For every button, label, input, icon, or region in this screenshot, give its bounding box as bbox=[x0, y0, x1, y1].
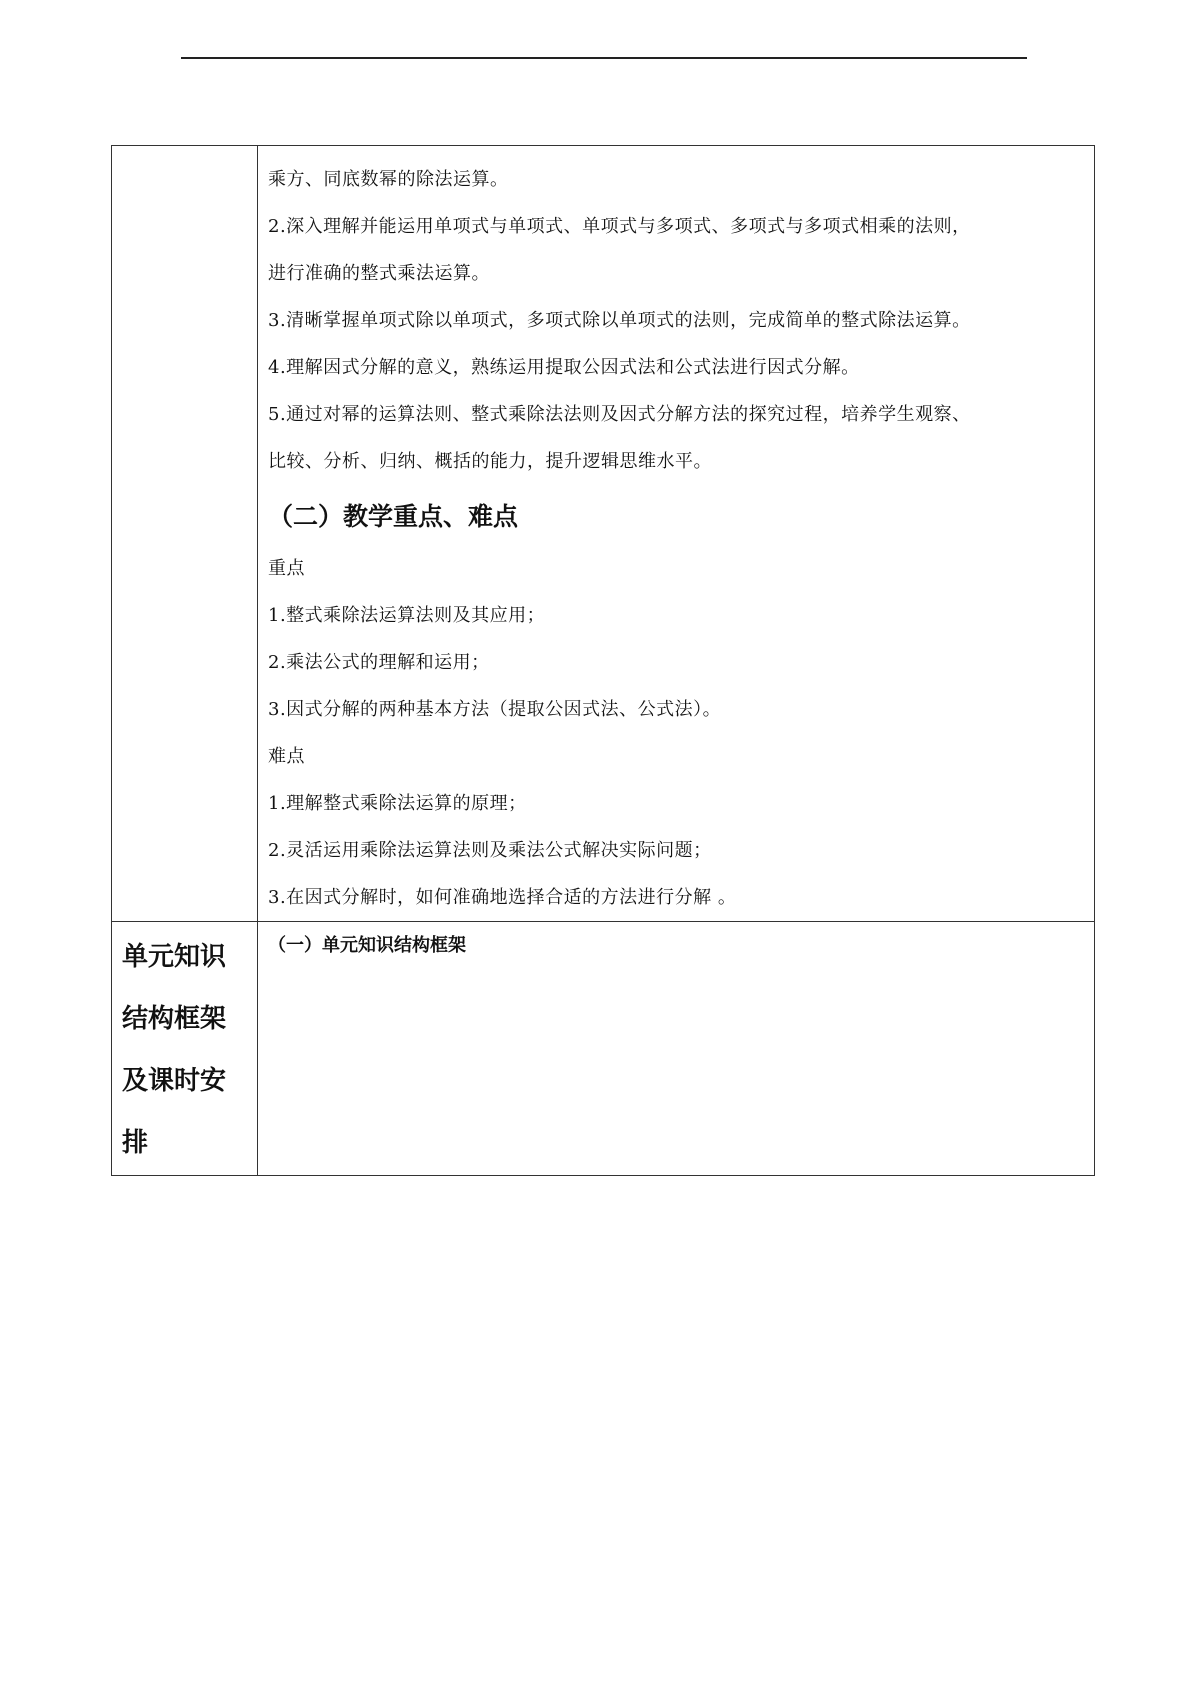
key-point-item: 3.因式分解的两种基本方法（提取公因式法、公式法）。 bbox=[268, 699, 722, 720]
row-label-line: 排 bbox=[122, 1128, 149, 1158]
difficult-point-item: 3.在因式分解时，如何准确地选择合适的方法进行分解 。 bbox=[268, 887, 737, 908]
label-cell-empty bbox=[112, 146, 258, 922]
difficult-point-item: 1.理解整式乘除法运算的原理； bbox=[268, 793, 527, 814]
objective-line: 比较、分析、归纳、概括的能力，提升逻辑思维水平。 bbox=[268, 451, 712, 472]
row-label-line: 结构框架 bbox=[122, 1004, 227, 1034]
key-points-label: 重点 bbox=[268, 558, 305, 579]
section-heading-key-points: （二）教学重点、难点 bbox=[268, 502, 519, 531]
structure-label-cell bbox=[112, 922, 258, 1176]
row-label-line: 及课时安 bbox=[122, 1066, 227, 1096]
objective-line: 4.理解因式分解的意义，熟练运用提取公因式法和公式法进行因式分解。 bbox=[268, 357, 860, 378]
structure-content-cell bbox=[258, 922, 1095, 1176]
objective-line: 3.清晰掌握单项式除以单项式，多项式除以单项式的法则，完成简单的整式除法运算。 bbox=[268, 310, 971, 331]
header-rule bbox=[181, 57, 1027, 59]
key-point-item: 1.整式乘除法运算法则及其应用； bbox=[268, 605, 546, 626]
objective-line: 5.通过对幂的运算法则、整式乘除法法则及因式分解方法的探究过程，培养学生观察、 bbox=[268, 404, 971, 425]
objective-line: 2.深入理解并能运用单项式与单项式、单项式与多项式、多项式与多项式相乘的法则， bbox=[268, 216, 971, 237]
objective-line: 乘方、同底数幂的除法运算。 bbox=[268, 169, 509, 190]
key-point-item: 2.乘法公式的理解和运用； bbox=[268, 652, 490, 673]
objective-line: 进行准确的整式乘法运算。 bbox=[268, 263, 490, 284]
difficult-points-label: 难点 bbox=[268, 746, 305, 767]
lesson-plan-table bbox=[111, 145, 1095, 1176]
row-label-line: 单元知识 bbox=[122, 942, 227, 972]
difficult-point-item: 2.灵活运用乘除法运算法则及乘法公式解决实际问题； bbox=[268, 840, 712, 861]
objectives-content-cell bbox=[258, 146, 1095, 922]
table-row-structure bbox=[112, 922, 1095, 1176]
table-row-objectives bbox=[112, 146, 1095, 922]
structure-heading: （一）单元知识结构框架 bbox=[268, 935, 466, 956]
